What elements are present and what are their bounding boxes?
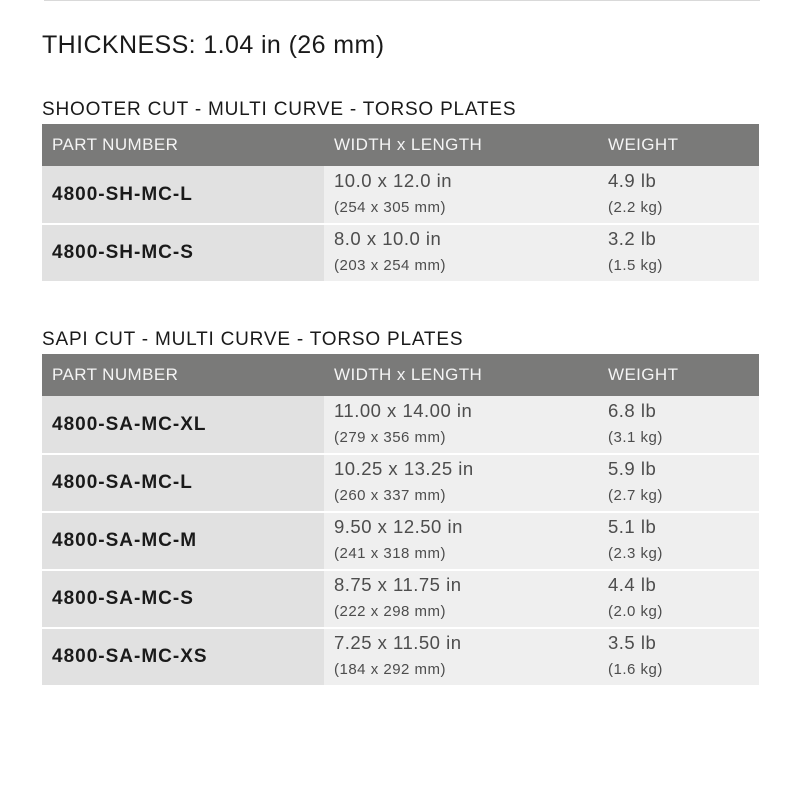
weight-cell <box>598 512 759 570</box>
thickness-heading: THICKNESS: 1.04 in (26 mm) <box>42 31 385 59</box>
part-number: 4800-SA-MC-M <box>42 512 324 570</box>
dimensions-mm: (222 x 298 mm) <box>334 603 447 620</box>
dimensions-mm: (241 x 318 mm) <box>334 545 447 562</box>
dimensions-mm: (260 x 337 mm) <box>334 487 447 504</box>
dimensions-cell <box>324 224 598 282</box>
header-weight: WEIGHT <box>598 354 759 396</box>
header-part-number: PART NUMBER <box>42 124 324 166</box>
table-row <box>42 628 759 686</box>
table-row <box>42 454 759 512</box>
dimensions-cell <box>324 166 598 224</box>
dimensions-in: 10.0 x 12.0 in <box>334 169 453 191</box>
weight-cell <box>598 166 759 224</box>
header-width-length: WIDTH x LENGTH <box>324 354 598 396</box>
dimensions-in: 9.50 x 12.50 in <box>334 516 463 537</box>
dimensions-mm: (279 x 356 mm) <box>334 428 447 446</box>
weight-kg: (1.6 kg) <box>608 661 663 678</box>
table-header-row <box>42 124 759 166</box>
weight-cell <box>598 570 759 628</box>
dimensions-cell <box>324 512 598 570</box>
dimensions-cell <box>324 454 598 512</box>
weight-kg: (1.5 kg) <box>608 257 663 274</box>
sapi-cut-table <box>42 354 759 687</box>
table-row <box>42 396 759 454</box>
part-number: 4800-SA-MC-L <box>42 454 324 512</box>
header-width-length: WIDTH x LENGTH <box>324 124 598 166</box>
dimensions-cell <box>324 396 598 454</box>
weight-kg: (2.3 kg) <box>608 545 663 562</box>
part-number: 4800-SA-MC-XS <box>42 628 324 686</box>
weight-cell <box>598 224 759 282</box>
table-header-row <box>42 354 759 396</box>
dimensions-in: 10.25 x 13.25 in <box>334 458 474 479</box>
table-row <box>42 570 759 628</box>
weight-lb: 6.8 lb <box>608 399 657 421</box>
section-title: SAPI CUT - MULTI CURVE - TORSO PLATES <box>42 329 464 350</box>
dimensions-in: 8.75 x 11.75 in <box>334 574 462 595</box>
sapi-cut-section <box>42 326 759 687</box>
dimensions-mm: (184 x 292 mm) <box>334 661 447 678</box>
part-number: 4800-SA-MC-S <box>42 570 324 628</box>
dimensions-mm: (203 x 254 mm) <box>334 257 447 274</box>
header-weight: WEIGHT <box>598 124 759 166</box>
dimensions-cell <box>324 628 598 686</box>
weight-kg: (3.1 kg) <box>608 428 663 446</box>
dimensions-cell <box>324 570 598 628</box>
dimensions-mm: (254 x 305 mm) <box>334 198 447 216</box>
weight-kg: (2.0 kg) <box>608 603 663 620</box>
weight-lb: 3.2 lb <box>608 228 657 249</box>
dimensions-in: 7.25 x 11.50 in <box>334 632 462 653</box>
part-number: 4800-SA-MC-XL <box>42 396 324 454</box>
weight-lb: 5.1 lb <box>608 516 657 537</box>
top-divider <box>44 0 760 1</box>
table-row <box>42 166 759 224</box>
header-part-number: PART NUMBER <box>42 354 324 396</box>
table-row <box>42 224 759 282</box>
dimensions-in: 8.0 x 10.0 in <box>334 228 442 249</box>
dimensions-in: 11.00 x 14.00 in <box>334 399 473 421</box>
weight-cell <box>598 628 759 686</box>
part-number: 4800-SH-MC-L <box>42 166 324 224</box>
weight-kg: (2.2 kg) <box>608 198 663 216</box>
shooter-cut-section <box>42 96 759 283</box>
weight-lb: 4.9 lb <box>608 169 657 191</box>
part-number: 4800-SH-MC-S <box>42 224 324 282</box>
weight-cell <box>598 454 759 512</box>
weight-lb: 3.5 lb <box>608 632 657 653</box>
weight-lb: 5.9 lb <box>608 458 657 479</box>
shooter-cut-table <box>42 124 759 283</box>
table-row <box>42 512 759 570</box>
section-title: SHOOTER CUT - MULTI CURVE - TORSO PLATES <box>42 99 517 120</box>
weight-lb: 4.4 lb <box>608 574 657 595</box>
weight-cell <box>598 396 759 454</box>
weight-kg: (2.7 kg) <box>608 487 663 504</box>
